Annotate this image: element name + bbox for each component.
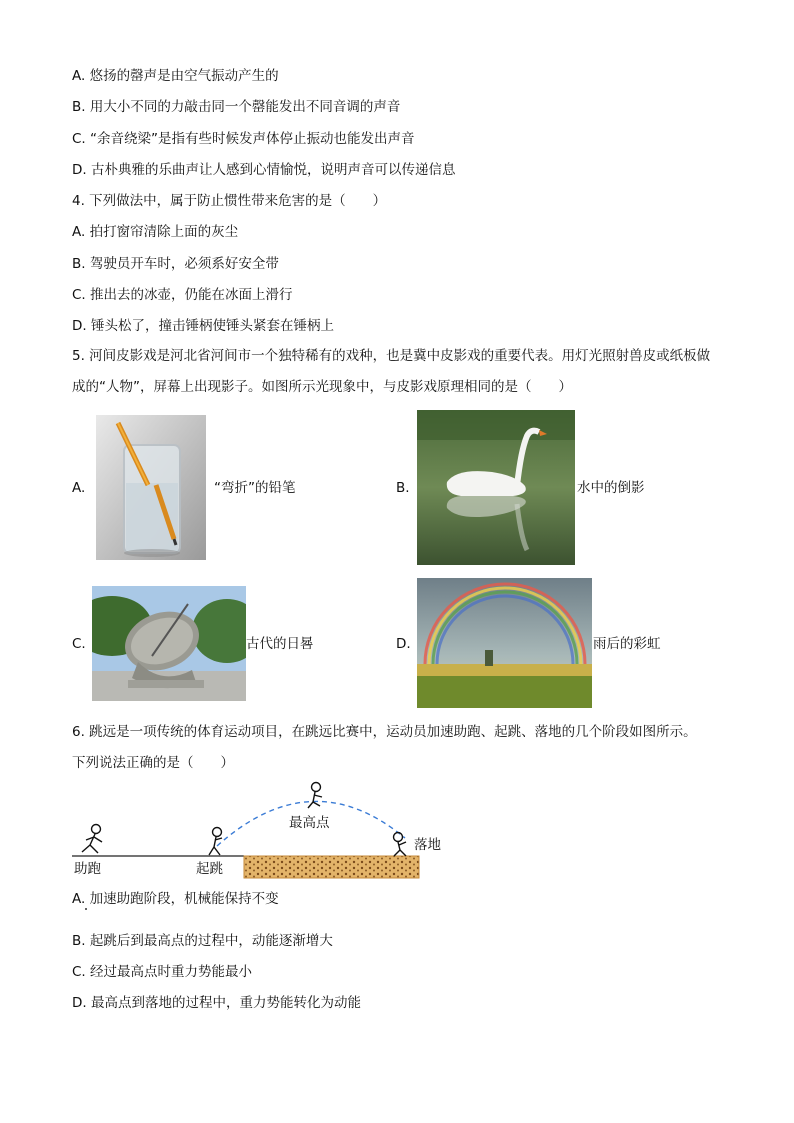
runner-figure — [82, 825, 102, 854]
q4-option-a: A. 拍打窗帘清除上面的灰尘 — [72, 224, 239, 240]
rainbow-image — [417, 578, 592, 708]
q5-option-c-caption: 古代的日晷 — [246, 636, 314, 652]
stray-dot — [85, 908, 87, 910]
q6-stem-line1: 6. 跳远是一项传统的体育运动项目，在跳远比赛中，运动员加速助跑、起跳、落地的几个阶段如图所示。 — [72, 724, 697, 740]
swan-reflection-image — [417, 410, 575, 565]
run-label: 助跑 — [74, 861, 101, 877]
q5-stem: 5. 河间皮影戏是河北省河间市一个独特稀有的戏种，也是冀中皮影戏的重要代表。用灯光照射兽皮或纸板做成的“人物”，屏幕上出现影子。如图所示光现象中，与皮影戏原理相同的是（ ） — [72, 348, 711, 395]
q4-option-c: C. 推出去的冰壶，仍能在冰面上滑行 — [72, 287, 293, 303]
q3-option-b: B. 用大小不同的力敲击同一个罄能发出不同音调的声音 — [72, 99, 401, 115]
landing-label: 落地 — [414, 837, 441, 853]
q5-option-c-label: C. — [72, 636, 86, 652]
long-jump-diagram — [72, 776, 452, 886]
takeoff-label: 起跳 — [196, 861, 223, 877]
q5-option-b-caption: 水中的倒影 — [577, 480, 645, 496]
q6-option-a: A. 加速助跑阶段，机械能保持不变 — [72, 891, 279, 907]
q4-stem: 4. 下列做法中，属于防止惯性带来危害的是（ ） — [72, 193, 387, 209]
q5-option-b-label: B. — [396, 480, 410, 496]
q3-option-d: D. 古朴典雅的乐曲声让人感到心情愉悦，说明声音可以传递信息 — [72, 162, 456, 178]
q5-option-d-label: D. — [396, 636, 411, 652]
q5-option-d-caption: 雨后的彩虹 — [593, 636, 661, 652]
q3-option-c: C. “余音绕梁”是指有些时候发声体停止振动也能发出声音 — [72, 131, 415, 147]
q4-option-b: B. 驾驶员开车时，必须系好安全带 — [72, 256, 279, 272]
q3-option-a: A. 悠扬的罄声是由空气振动产生的 — [72, 68, 279, 84]
q5-option-a-label: A. — [72, 480, 86, 496]
q4-option-d: D. 锤头松了，撞击锤柄使锤头紧套在锤柄上 — [72, 318, 334, 334]
q6-option-d: D. 最高点到落地的过程中，重力势能转化为动能 — [72, 995, 361, 1011]
landing-figure — [394, 833, 407, 857]
pencil-in-water-image — [96, 415, 206, 560]
apex-label: 最高点 — [289, 815, 330, 831]
q6-stem-line2: 下列说法正确的是（ ） — [72, 755, 234, 771]
q5-option-a-caption: “弯折”的铅笔 — [214, 480, 296, 496]
q6-option-c: C. 经过最高点时重力势能最小 — [72, 964, 253, 980]
sundial-image — [92, 586, 246, 701]
takeoff-figure — [209, 828, 222, 856]
apex-figure — [308, 783, 322, 809]
q6-option-b: B. 起跳后到最高点的过程中，动能逐渐增大 — [72, 933, 333, 949]
